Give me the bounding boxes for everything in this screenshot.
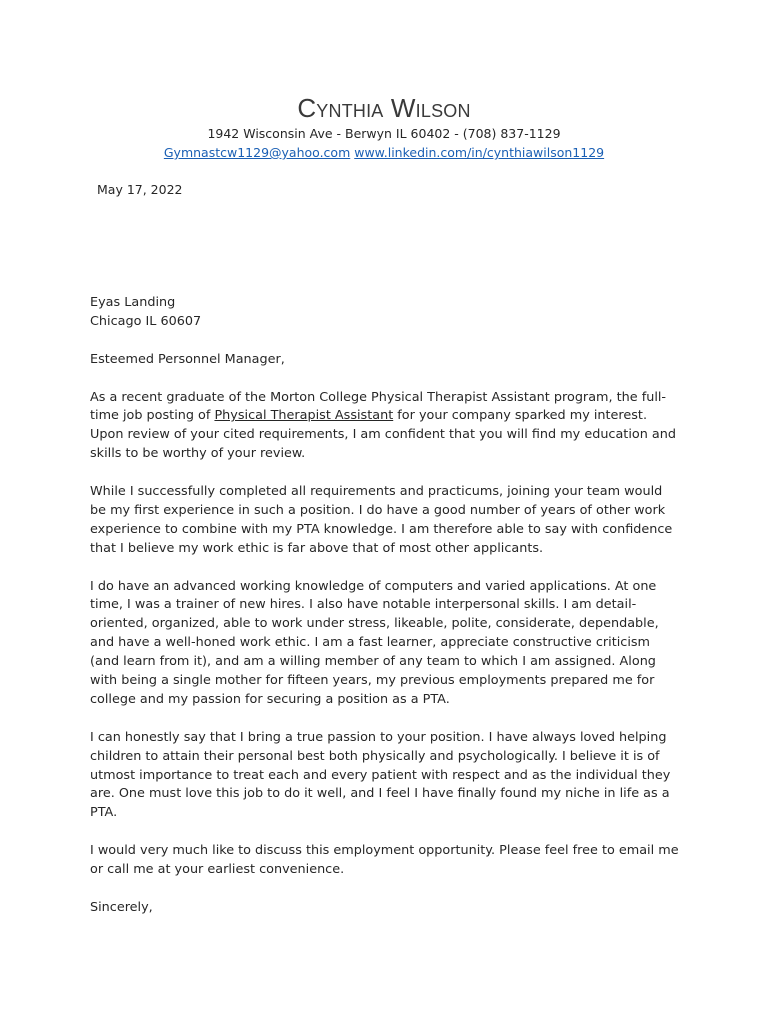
letter-header bbox=[0, 93, 768, 162]
closing: Sincerely, bbox=[90, 899, 153, 915]
sender-name: Cynthia Wilson bbox=[297, 93, 471, 123]
linkedin-link[interactable]: www.linkedin.com/in/cynthiawilson1129 bbox=[354, 145, 605, 160]
paragraph-5: I would very much like to discuss this employment opportunity. Please feel free to email me or call me at your earliest convenience. bbox=[90, 843, 679, 878]
paragraph-2: While I successfully completed all requirements and practicums, joining your team would be my first experience in such a position. I do have a good number of years of other work experience to combine with my PTA knowledge. I am therefore able to say with confidence that I believe my work ethic is far above that of most other applicants. bbox=[90, 484, 673, 556]
paragraph-4: I can honestly say that I bring a true passion to your position. I have always loved helping children to attain their personal best both physically and psychologically. I believe it is of utmost importance to treat each and every patient with respect and as the individual they are. One must love this job to do it well, and I feel I have finally found my niche in life as a PTA. bbox=[90, 729, 671, 821]
paragraph-3: I do have an advanced working knowledge of computers and varied applications. At one time, I was a trainer of new hires. I also have notable interpersonal skills. I am detail-oriented, organized, able to work under stress, likeable, polite, considerate, dependable, and have a well-honed work ethic. I am a fast learner, appreciate constructive criticism (and learn from it), and am a willing member of any team to which I am assigned. Along with being a single mother for fifteen years, my previous employments prepared me for college and my passion for securing a position as a PTA. bbox=[90, 578, 659, 707]
salutation: Esteemed Personnel Manager, bbox=[90, 351, 285, 367]
letter-body bbox=[90, 294, 682, 918]
paragraph-1 bbox=[90, 389, 682, 465]
recipient-line-1: Eyas Landing bbox=[90, 295, 176, 310]
paragraph-1-start: As a recent graduate of the Morton College Physical Therapist Assistant program, the full-time job posting of bbox=[90, 389, 667, 424]
sender-address: 1942 Wisconsin Ave - Berwyn IL 60402 - (708) 837-1129 bbox=[207, 126, 561, 141]
email-link[interactable]: Gymnastcw1129@yahoo.com bbox=[163, 145, 351, 160]
contact-links bbox=[0, 143, 768, 162]
recipient-line-2: Chicago IL 60607 bbox=[90, 313, 202, 329]
recipient-block bbox=[90, 294, 682, 332]
job-title-link[interactable]: Physical Therapist Assistant bbox=[214, 408, 394, 424]
letter-date: May 17, 2022 bbox=[97, 182, 183, 197]
paragraph-1-end: for your company sparked my interest. Upon review of your cited requirements, I am confident that you will find my education and skills to be worthy of your review. bbox=[90, 408, 676, 462]
